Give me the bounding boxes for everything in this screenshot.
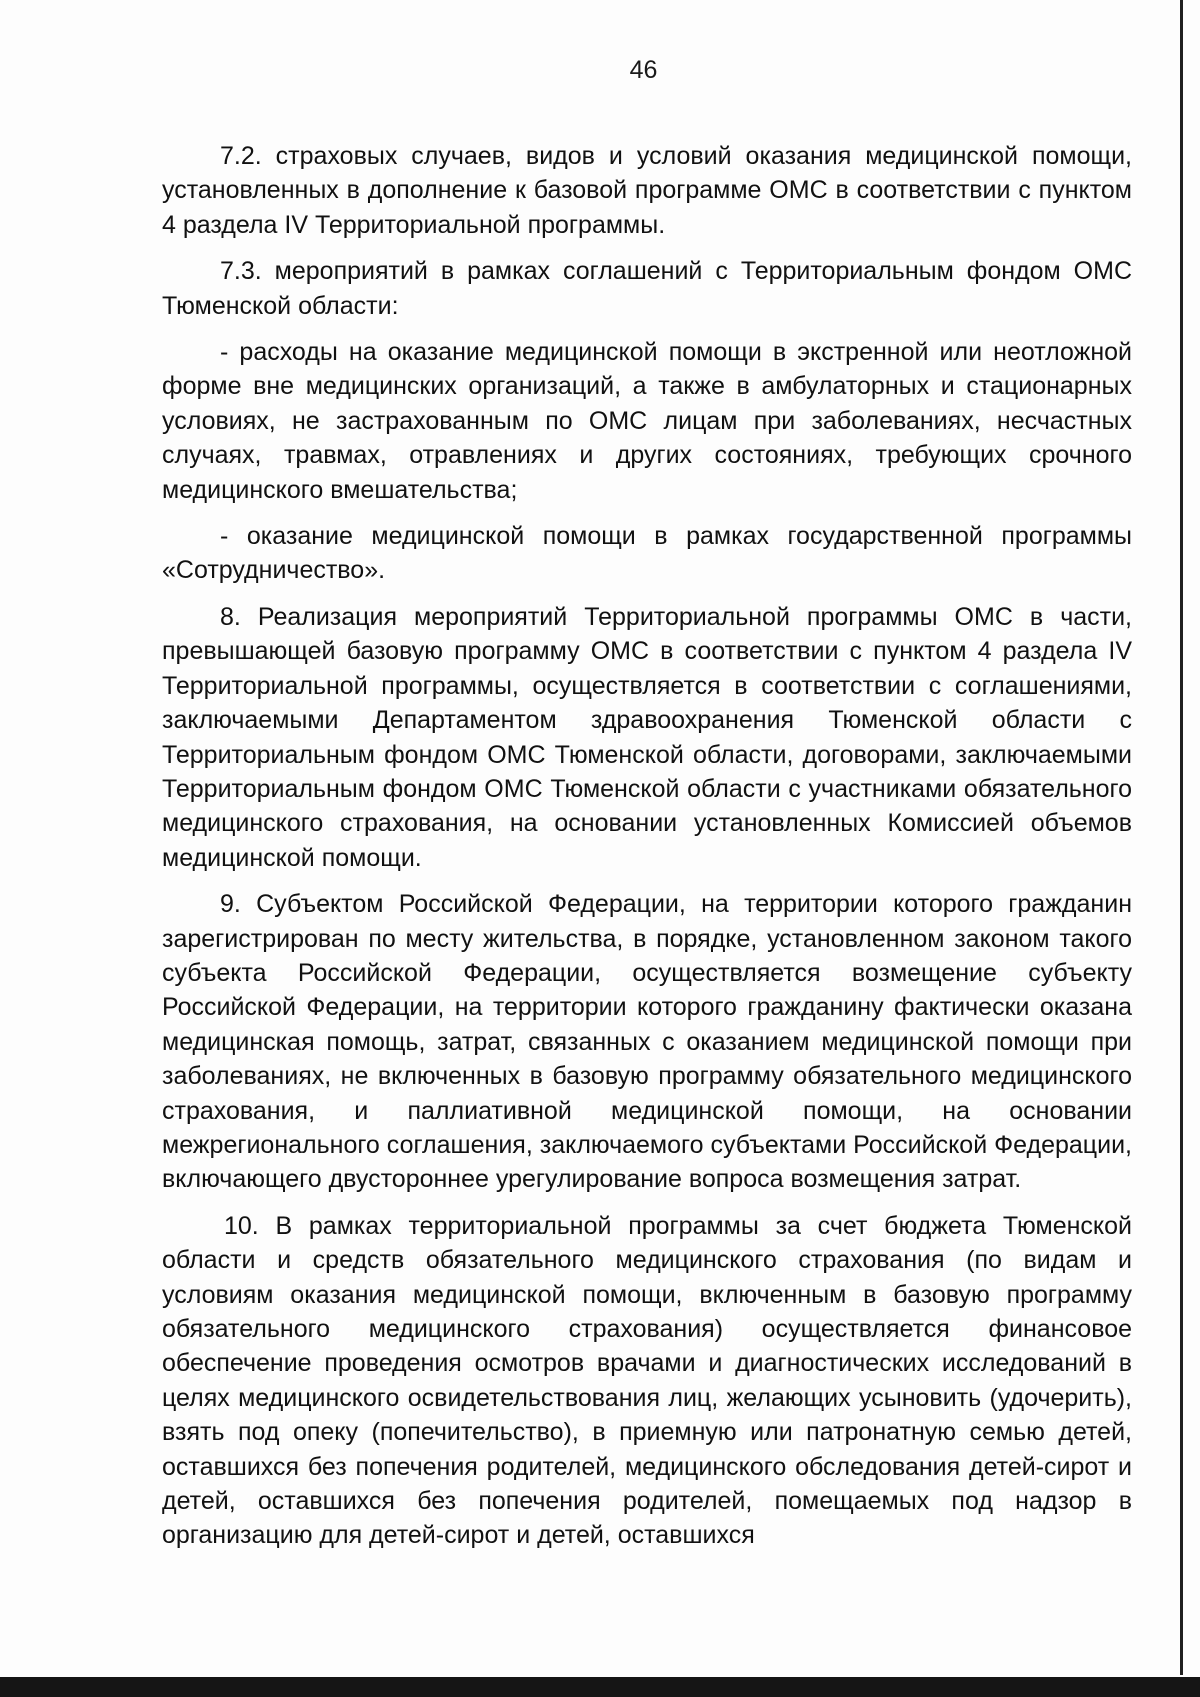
list-item-cooperation: - оказание медицинской помощи в рамках государственной программы «Сотрудничество».	[162, 522, 1132, 585]
scan-bottom-border	[0, 1677, 1200, 1697]
page-number: 46	[629, 56, 658, 84]
paragraph-7-3: 7.3. мероприятий в рамках соглашений с Территориальным фондом ОМС Тюменской области:	[162, 257, 1132, 320]
paragraph-7-2: 7.2. страховых случаев, видов и условий оказания медицинской помощи, установленных в дополнение к базовой программе ОМС в соответствии с пунктом 4 раздела IV Территориальной программы.	[162, 142, 1132, 239]
paragraph-9: 9. Субъектом Российской Федерации, на территории которого гражданин зарегистрирован по месту жительства, в порядке, установленном законом такого субъекта Российской Федерации, осуществляется возмещение субъекту Российской Федерации, на территории которого гражданину фактически оказана медицинская помощь, затрат, связанных с оказанием медицинской помощи при заболеваниях, не включенных в базовую программу обязательного медицинского страхования, и паллиативной медицинской помощи, на основании межрегионального соглашения, заключаемого субъектами Российской Федерации, включающего двустороннее урегулирование вопроса возмещения затрат.	[162, 890, 1132, 1194]
list-item-expenses: - расходы на оказание медицинской помощи в экстренной или неотложной форме вне медицинских организаций, а также в амбулаторных и стационарных условиях, не застрахованным по ОМС лицам при заболеваниях, несчастных случаях, травмах, отравлениях и других состояниях, требующих срочного медицинского вмешательства;	[162, 338, 1132, 504]
paragraph-8: 8. Реализация мероприятий Территориальной программы ОМС в части, превышающей базовую программу ОМС в соответствии с пунктом 4 раздела IV Территориальной программы, осуществляется в соответствии с соглашениями, заключаемыми Департаментом здравоохранения Тюменской области с Территориальным фондом ОМС Тюменской области, договорами, заключаемыми Территориальным фондом ОМС Тюменской области с участниками обязательного медицинского страхования, на основании установленных Комиссией объемов медицинской помощи.	[162, 602, 1132, 872]
scan-right-border	[1180, 0, 1183, 1675]
paragraph-10: 10. В рамках территориальной программы за счет бюджета Тюменской области и средств обязательного медицинского страхования (по видам и условиям оказания медицинской помощи, включенным в базовую программу обязательного медицинского страхования) осуществляется финансовое обеспечение проведения осмотров врачами и диагностических исследований в целях медицинского освидетельствования лиц, желающих усыновить (удочерить), взять под опеку (попечительство), в приемную или патронатную семью детей, оставшихся без попечения родителей, медицинского обследования детей-сирот и детей, оставшихся без попечения родителей, помещаемых под надзор в организацию для детей-сирот и детей, оставшихся	[162, 1211, 1132, 1550]
document-body	[162, 139, 1132, 1565]
